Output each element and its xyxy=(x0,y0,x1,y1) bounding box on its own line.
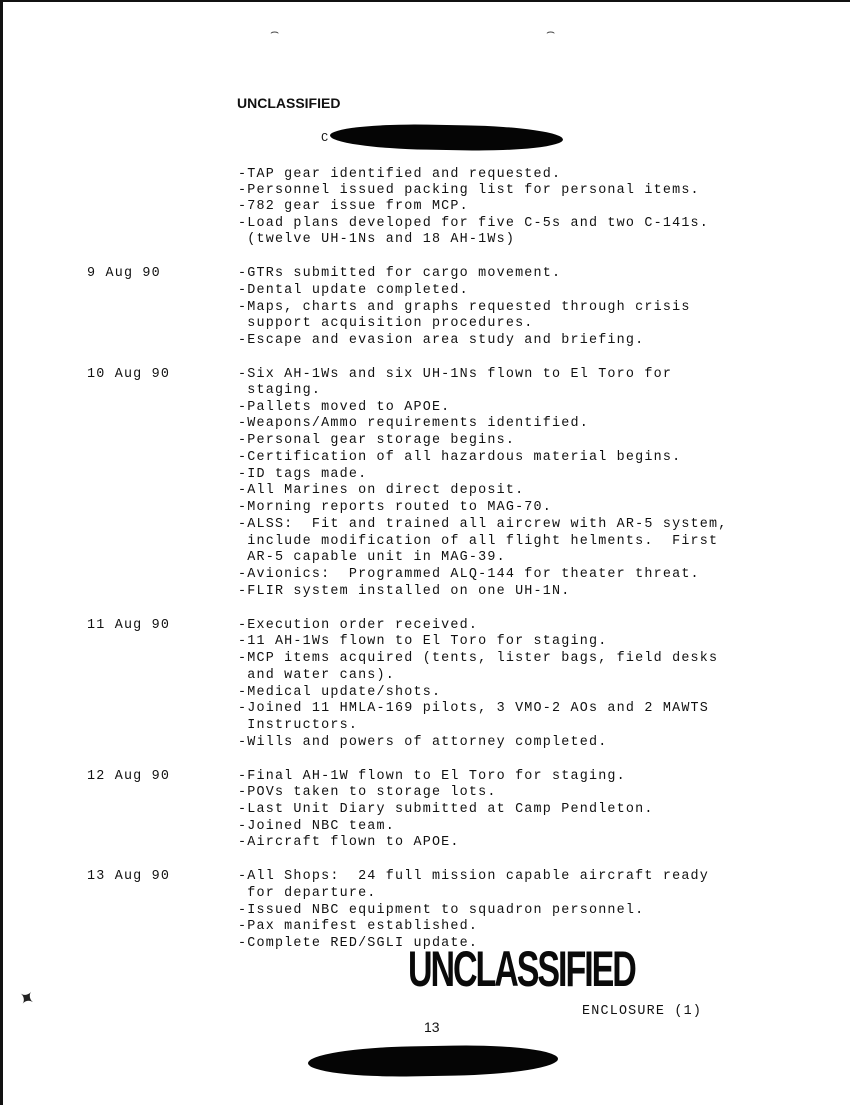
page-number: 13 xyxy=(424,1019,440,1035)
item-line: -All Shops: 24 full mission capable aircraft ready xyxy=(238,869,710,884)
item-line: Instructors. xyxy=(238,718,359,733)
item-line: -Personnel issued packing list for personal items. xyxy=(238,183,700,198)
item-line: -ALSS: Fit and trained all aircrew with AR-5 system, xyxy=(238,517,728,532)
item-line: -Certification of all hazardous material begins. xyxy=(238,450,682,465)
item-line: -Last Unit Diary submitted at Camp Pendleton. xyxy=(238,802,654,817)
item-line: -MCP items acquired (tents, lister bags, field desks xyxy=(238,651,719,666)
item-line: -782 gear issue from MCP. xyxy=(238,199,469,214)
item-line: -Morning reports routed to MAG-70. xyxy=(238,500,553,515)
redaction-prefix: C xyxy=(321,131,329,145)
item-line: -Issued NBC equipment to squadron personnel. xyxy=(238,903,645,918)
classification-header: UNCLASSIFIED xyxy=(237,95,341,111)
item-line: -POVs taken to storage lots. xyxy=(238,785,497,800)
item-line: -Joined 11 HMLA-169 pilots, 3 VMO-2 AOs and 2 MAWTS xyxy=(238,701,710,716)
item-line: -Escape and evasion area study and briefing. xyxy=(238,333,645,348)
item-line: -Maps, charts and graphs requested through crisis xyxy=(238,300,691,315)
enclosure-label: ENCLOSURE (1) xyxy=(582,1004,703,1019)
item-line: -GTRs submitted for cargo movement. xyxy=(238,266,562,281)
item-line: -11 AH-1Ws flown to El Toro for staging. xyxy=(238,634,608,649)
item-line: -Final AH-1W flown to El Toro for staging. xyxy=(238,769,626,784)
entry-date: 10 Aug 90 xyxy=(87,367,171,382)
entry-date: 11 Aug 90 xyxy=(87,618,171,633)
item-line: -Dental update completed. xyxy=(238,283,469,298)
item-line: -Wills and powers of attorney completed. xyxy=(238,735,608,750)
item-line: -Pax manifest established. xyxy=(238,919,479,934)
item-line: -Load plans developed for five C-5s and two C-141s. xyxy=(238,216,710,231)
scan-mark: ⌢ xyxy=(546,24,556,40)
item-line: support acquisition procedures. xyxy=(238,316,534,331)
item-line: include modification of all flight helments. First xyxy=(238,534,719,549)
item-line: and water cans). xyxy=(238,668,396,683)
item-line: -Execution order received. xyxy=(238,618,479,633)
item-line: -TAP gear identified and requested. xyxy=(238,167,562,182)
item-line: (twelve UH-1Ns and 18 AH-1Ws) xyxy=(238,232,516,247)
redaction-bar-bottom xyxy=(308,1044,558,1078)
item-line: -ID tags made. xyxy=(238,467,368,482)
item-line: -Six AH-1Ws and six UH-1Ns flown to El Toro for xyxy=(238,367,673,382)
scan-smudge: ✦ xyxy=(12,985,40,1013)
item-line: staging. xyxy=(238,383,322,398)
item-line: -Avionics: Programmed ALQ-144 for theater threat. xyxy=(238,567,700,582)
item-line: -Personal gear storage begins. xyxy=(238,433,516,448)
page-border-left xyxy=(0,0,3,1105)
entry-date: 12 Aug 90 xyxy=(87,769,171,784)
item-line: -Complete RED/SGLI update. xyxy=(238,936,479,951)
item-line: -FLIR system installed on one UH-1N. xyxy=(238,584,571,599)
item-line: -Aircraft flown to APOE. xyxy=(238,835,460,850)
entry-date: 9 Aug 90 xyxy=(87,266,161,281)
unclassified-stamp: UNCLASSIFIED xyxy=(408,941,635,997)
item-line: -Medical update/shots. xyxy=(238,685,442,700)
item-line: for departure. xyxy=(238,886,377,901)
item-line: -Pallets moved to APOE. xyxy=(238,400,451,415)
entry-date: 13 Aug 90 xyxy=(87,869,171,884)
item-line: -All Marines on direct deposit. xyxy=(238,483,525,498)
item-line: -Weapons/Ammo requirements identified. xyxy=(238,416,589,431)
redaction-bar-top xyxy=(330,123,563,152)
scan-mark: ⌢ xyxy=(270,24,280,40)
page-border-top xyxy=(0,0,850,2)
item-line: AR-5 capable unit in MAG-39. xyxy=(238,550,506,565)
item-line: -Joined NBC team. xyxy=(238,819,396,834)
